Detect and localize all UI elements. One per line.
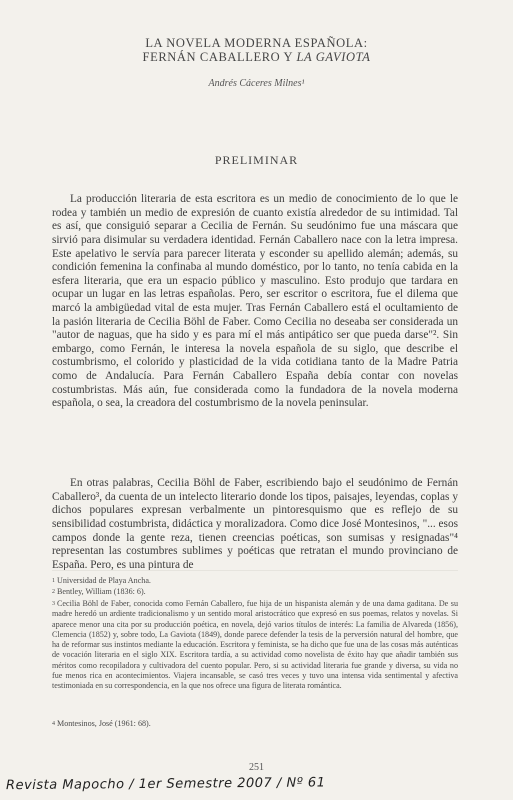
footnote-text: Bentley, William (1836: 6). — [57, 587, 146, 596]
footnote-4 — [52, 719, 458, 729]
title-prefix: FERNÁN CABALLERO Y — [142, 50, 297, 64]
footnote-number: 3 — [52, 601, 55, 607]
body-paragraph-1: La producción literaria de esta escritora es un medio de conocimiento de lo que le rodea y también un medio de expresión de cuanto existía alrededor de su intimidad. Tal es así, que consiguió separar a Cecilia de Fernán. Su seudónimo fue una máscara que sirvió para disimular su verdadera identidad. Fernán Caballero nace con la letra impresa. Este apelativo le servía para parecer literata y esconder su apellido alemán; además, su condición femenina la confinaba al mundo doméstico, por lo tanto, no tenía cabida en la esfera literaria, que era un espacio público y masculino. Esto produjo que tardara en ocupar un lugar en las letras españolas. Pero, ser escritor o escritora, fue el dilema que marcó la ambigüedad vital de esta mujer. Tras Fernán Caballero está el ocultamiento de la pasión literaria de Cecilia Böhl de Faber. Como Cecilia no deseaba ser considerada un "autor de naguas, que ha sido y es para mí el más antipático ser que pueda darse"². Sin embargo, como Fernán, le interesa la novela española de su siglo, que describe el costumbrismo, el colorido y plasticidad de la vida cotidiana tanto de la Madre Patria como de Andalucía. Para Fernán Caballero España debía contar con novelas costumbristas. Más aún, fue considerada como la fundadora de la novela moderna española, o sea, la creadora del costumbrismo de la novela peninsular. — [52, 193, 458, 410]
section-title: PRELIMINAR — [214, 153, 299, 167]
body-paragraph-2: En otras palabras, Cecilia Böhl de Faber, escribiendo bajo el seudónimo de Fernán Caballero³, da cuenta de un intelecto literario donde los tipos, paisajes, leyendas, coplas y dichos populares expresan verbalmente un pintoresquismo que es reflejo de su sensibilidad costumbrista, didáctica y moralizadora. Como dice José Montesinos, "... esos campos donde la gente reza, tienen creencias poéticas, son sumisas y resignadas"⁴ representan las costumbres sublimes y poéticas que retratan el mundo provinciano de España. Pero, es una pintura de — [52, 477, 458, 571]
title-italic: LA GAVIOTA — [296, 50, 371, 64]
footnote-number: 2 — [52, 589, 55, 595]
footnote-number: 1 — [52, 578, 55, 584]
footnote-text: Montesinos, José (1961: 68). — [57, 719, 151, 728]
article-title-line2 — [0, 50, 513, 65]
article-title-line1: LA NOVELA MODERNA ESPAÑOLA: — [145, 36, 368, 50]
handwritten-source-note: Revista Mapocho / 1er Semestre 2007 / Nº 61 — [5, 775, 326, 794]
footnote-text: Cecilia Böhl de Faber, conocida como Fernán Caballero, fue hija de un hispanista alemán y de una dama gaditana. De su madre heredó un ardiente tradicionalismo y un sentido moral aristocrático que expresó en sus poemas, relatos y novelas. Si aparece menor una cita por su producción poética, en novela, dejó varios títulos de interés: La familia de Alvareda (1856), Clemencia (1852) y, sobre todo, La Gaviota (1849), donde parece defender la tesis de la perversión natural del hombre, que ha de reformar sus instintos mediante la educación. Escritora y feminista, se ha dicho que fue una de las cosas más auténticas de vocación literaria en el siglo XIX. Escritora tardía, a su actividad como novelista de éxito hay que añadir también sus méritos como recopiladora y cultivadora del cuento popular. Pero, si su actividad literaria fue grande y diversa, su vida no fue menos rica en acontecimientos. Viajera incansable, se casó tres veces y tuvo una intensa vida sentimental y afectiva testimoniada en su correspondencia, en la que nos ofrece una figura de literata romántica. — [52, 599, 458, 691]
footnote-3 — [52, 599, 458, 692]
footnote-text: Universidad de Playa Ancha. — [57, 576, 151, 585]
footnote-divider — [52, 570, 458, 571]
page-number: 251 — [249, 762, 264, 773]
author-name: Andrés Cáceres Milnes¹ — [208, 78, 305, 89]
footnote-1 — [52, 576, 458, 586]
footnote-2 — [52, 587, 458, 597]
footnote-number: 4 — [52, 721, 55, 727]
